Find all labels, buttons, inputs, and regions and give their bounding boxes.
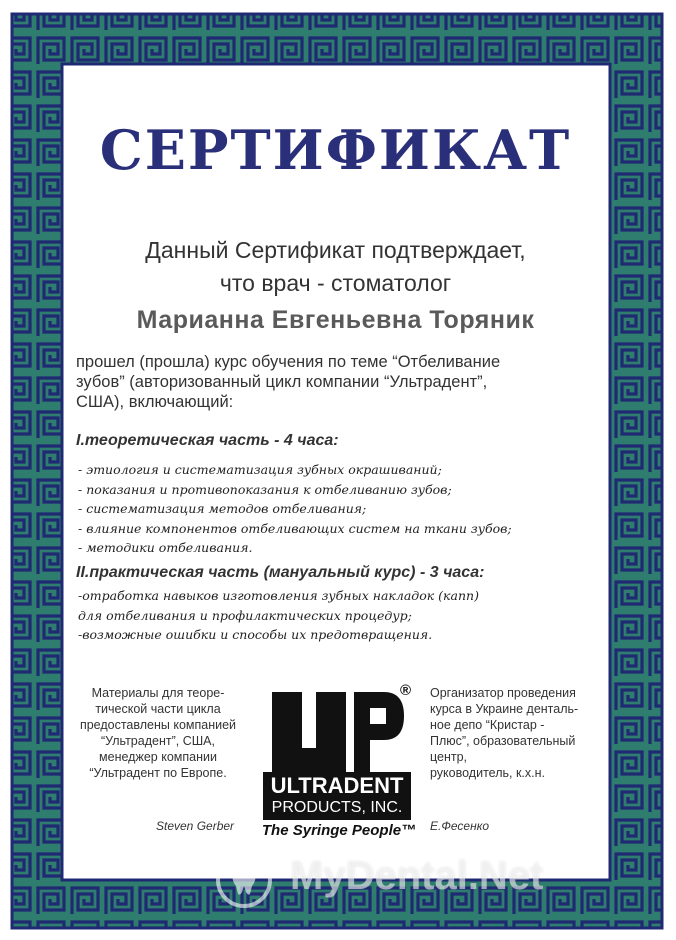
tooth-watermark-icon: [214, 850, 274, 910]
list-item: - систематизация методов отбеливания;: [78, 501, 367, 516]
doctor-name: Марианна Евгеньевна Торяник: [136, 306, 535, 334]
organizer-line: курса в Украине денталь-: [430, 702, 579, 716]
course-description: [76, 352, 601, 412]
organizer-line: руководитель, к.х.н.: [430, 766, 545, 780]
organizer-line: ное депо “Кристар -: [430, 718, 545, 732]
list-item: для отбеливания и профилактических процедур;: [78, 607, 412, 623]
confirmation-line-2: что врач - стоматолог: [219, 270, 452, 296]
materials-note: [68, 685, 248, 781]
watermark: [214, 850, 646, 910]
practice-items: [78, 586, 479, 645]
confirmation-line-1: Данный Сертификат подтверждает,: [145, 237, 526, 263]
up-logo-mark-icon: [266, 686, 406, 778]
materials-line: предоставлены компанией: [79, 718, 237, 732]
theory-items: [78, 460, 512, 558]
course-line-2: зубов” (авторизованный цикл компании “Ультрадент”,: [76, 373, 488, 391]
theory-section-heading: I.теоретическая часть - 4 часа:: [76, 432, 339, 449]
logo-band: [263, 772, 411, 820]
logo-company-suffix: PRODUCTS, INC.: [271, 799, 403, 816]
ultradent-logo: [260, 682, 418, 852]
watermark-text: MyDental.Net: [290, 854, 544, 898]
materials-line: “Ультрадент”, США,: [100, 734, 215, 748]
left-signature: Steven Gerber: [156, 819, 235, 833]
materials-line: тической части цикла: [95, 702, 221, 716]
organizer-line: центр,: [430, 750, 468, 764]
list-item: - методики отбеливания.: [78, 540, 253, 555]
confirmation-text: [68, 234, 603, 300]
logo-company-name: ULTRADENT: [270, 773, 404, 798]
course-line-1: прошел (прошла) курс обучения по теме “Отбеливание: [76, 353, 501, 371]
list-item: - показания и противопоказания к отбеливанию зубов;: [78, 481, 452, 497]
materials-line: “Ультрадент по Европе.: [89, 766, 227, 780]
materials-line: Материалы для теоре-: [91, 686, 225, 700]
right-signature: Е.Фесенко: [430, 819, 490, 833]
list-item: -возможные ошибки и способы их предотвращения.: [78, 627, 433, 642]
certificate-content: [68, 70, 603, 874]
course-line-3: США), включающий:: [76, 393, 234, 411]
certificate-title: СЕРТИФИКАТ: [99, 118, 572, 182]
registered-mark: ®: [400, 682, 412, 699]
practice-section-heading: II.практическая часть (мануальный курс) - 3 часа:: [76, 564, 485, 581]
list-item: - этиология и систематизация зубных окрашиваний;: [78, 462, 442, 477]
logo-tagline: The Syringe People™: [261, 822, 417, 839]
organizer-note: [430, 685, 602, 781]
materials-line: менеджер компании: [99, 750, 217, 764]
list-item: -отработка навыков изготовления зубных накладок (капп): [78, 588, 479, 603]
list-item: - влияние компонентов отбеливающих систем на ткани зубов;: [78, 520, 512, 536]
organizer-line: Плюс”, образовательный: [430, 734, 576, 748]
organizer-line: Организатор проведения: [430, 686, 576, 700]
